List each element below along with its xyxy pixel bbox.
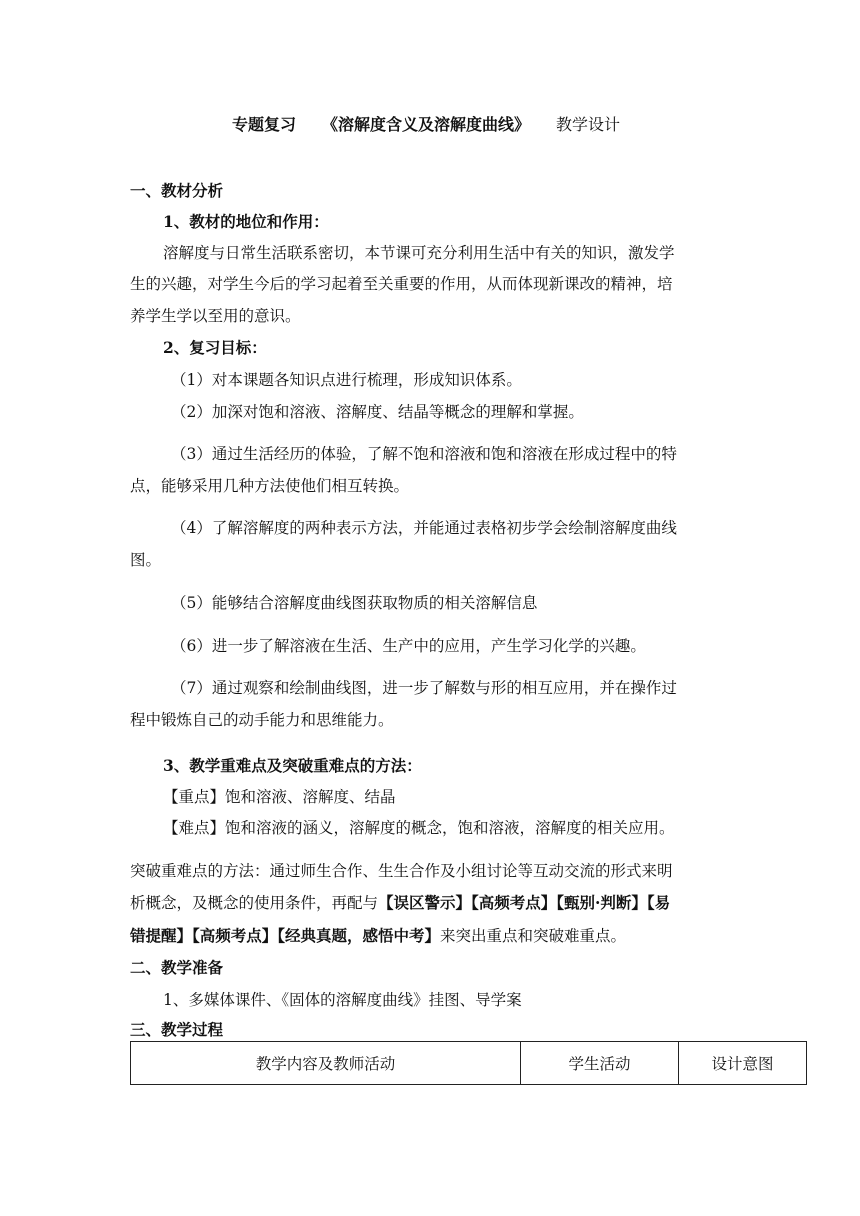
section-2-heading: 二、教学准备 bbox=[130, 958, 224, 977]
subsection-3-heading: 3、教学重难点及突破重难点的方法： bbox=[163, 756, 422, 775]
goal-item: （4）了解溶解度的两种表示方法，并能通过表格初步学会绘制溶解度曲线 bbox=[171, 519, 677, 537]
method-line: 突破重难点的方法：通过师生合作、生生合作及小组讨论等互动交流的形式来明 bbox=[130, 862, 673, 880]
method-line bbox=[130, 926, 626, 946]
section-3-heading: 三、教学过程 bbox=[130, 1020, 224, 1039]
table-header-cell: 学生活动 bbox=[521, 1042, 679, 1085]
title-part-1: 专题复习 bbox=[232, 115, 297, 134]
page-title bbox=[232, 115, 620, 135]
hard-point-text: 饱和溶液的涵义，溶解度的概念，饱和溶液，溶解度的相关应用。 bbox=[225, 819, 675, 837]
method-text: 析概念，及概念的使用条件，再配与 bbox=[130, 894, 379, 912]
goal-item: （3）通过生活经历的体验，了解不饱和溶液和饱和溶液在形成过程中的特 bbox=[171, 445, 677, 463]
hard-point-label: 【难点】 bbox=[163, 819, 226, 837]
teaching-process-table bbox=[130, 1041, 807, 1085]
table-row bbox=[131, 1042, 807, 1085]
subsection-2-heading: 2、复习目标： bbox=[163, 338, 267, 357]
title-part-2: 《溶解度含义及溶解度曲线》 bbox=[322, 115, 531, 134]
key-point-text: 饱和溶液、溶解度、结晶 bbox=[225, 788, 396, 806]
method-line bbox=[130, 893, 670, 913]
method-tags: 【误区警示】【高频考点】【甄别·判断】【易 bbox=[378, 893, 671, 912]
goal-item: 点，能够采用几种方法使他们相互转换。 bbox=[130, 477, 410, 495]
goal-item: 程中锻炼自己的动手能力和思维能力。 bbox=[130, 711, 394, 729]
paragraph-line: 溶解度与日常生活联系密切，本节课可充分利用生活中有关的知识，激发学 bbox=[163, 244, 675, 262]
paragraph-line: 养学生学以至用的意识。 bbox=[130, 307, 301, 325]
method-text: 来突出重点和突破难重点。 bbox=[440, 927, 627, 945]
section-1-heading: 一、教材分析 bbox=[130, 181, 224, 200]
goal-item: （6）进一步了解溶液在生活、生产中的应用，产生学习化学的兴趣。 bbox=[171, 637, 646, 655]
method-tags: 错提醒】【高频考点】【经典真题，感悟中考】 bbox=[130, 926, 441, 945]
key-point bbox=[163, 787, 396, 807]
goal-item: 图。 bbox=[130, 551, 162, 569]
paragraph-line: 生的兴趣，对学生今后的学习起着至关重要的作用，从而体现新课改的精神，培 bbox=[130, 275, 673, 293]
goal-item: （5）能够结合溶解度曲线图获取物质的相关溶解信息 bbox=[171, 594, 538, 612]
table-header-cell: 设计意图 bbox=[679, 1042, 807, 1085]
goal-item: （2）加深对饱和溶液、溶解度、结晶等概念的理解和掌握。 bbox=[171, 403, 584, 421]
preparation-item: 1、多媒体课件、《固体的溶解度曲线》挂图、导学案 bbox=[163, 991, 522, 1009]
goal-item: （7）通过观察和绘制曲线图，进一步了解数与形的相互应用，并在操作过 bbox=[171, 679, 677, 697]
hard-point bbox=[163, 818, 675, 838]
key-point-label: 【重点】 bbox=[163, 788, 226, 806]
title-part-3: 教学设计 bbox=[556, 115, 621, 134]
goal-item: （1）对本课题各知识点进行梳理，形成知识体系。 bbox=[171, 371, 522, 389]
table-header-cell: 教学内容及教师活动 bbox=[131, 1042, 521, 1085]
subsection-1-heading: 1、教材的地位和作用： bbox=[163, 212, 329, 231]
